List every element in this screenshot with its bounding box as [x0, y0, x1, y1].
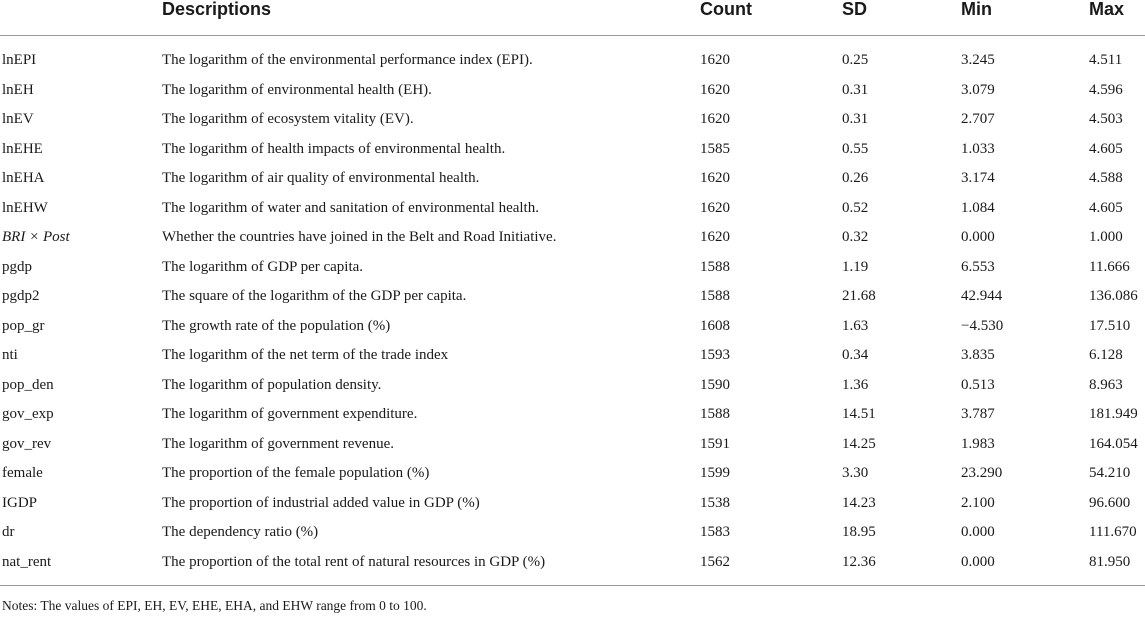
cell-max: 4.596	[1089, 81, 1123, 98]
cell-variable: lnEPI	[2, 52, 37, 69]
header-count: Count	[698, 0, 840, 36]
header-sd: SD	[840, 0, 959, 36]
cell-min: 1.983	[961, 435, 995, 452]
table-row	[0, 371, 1145, 401]
cell-variable: pop_den	[2, 376, 54, 393]
cell-variable: lnEH	[2, 81, 34, 98]
cell-min: −4.530	[961, 317, 1004, 334]
header-max: Max	[1087, 0, 1145, 36]
cell-count: 1620	[700, 111, 730, 128]
cell-min: 3.174	[961, 170, 995, 187]
cell-count: 1599	[700, 465, 730, 482]
cell-max: 4.605	[1089, 199, 1123, 216]
cell-min: 23.290	[961, 465, 1003, 482]
cell-variable: pgdp2	[2, 288, 40, 305]
table-row	[0, 518, 1145, 548]
cell-max: 96.600	[1089, 494, 1131, 511]
cell-count: 1590	[700, 376, 730, 393]
cell-variable: lnEHE	[2, 140, 43, 157]
cell-sd: 21.68	[842, 288, 876, 305]
cell-description: The square of the logarithm of the GDP per capita.	[162, 288, 467, 305]
cell-variable: nti	[2, 347, 18, 364]
cell-description: The proportion of the total rent of natural resources in GDP (%)	[160, 548, 698, 586]
header-min: Min	[959, 0, 1087, 36]
cell-description: The proportion of industrial added value in GDP (%)	[162, 494, 480, 511]
cell-min: 2.707	[961, 111, 995, 128]
cell-min: 0.000	[961, 229, 995, 246]
cell-count: 1591	[700, 435, 730, 452]
cell-count: 1538	[700, 494, 730, 511]
cell-description: The logarithm of the environmental performance index (EPI).	[162, 52, 533, 69]
table-row	[0, 430, 1145, 460]
cell-max: 81.950	[1087, 548, 1145, 586]
table-notes: Notes: The values of EPI, EH, EV, EHE, EHA, and EHW range from 0 to 100.	[2, 598, 427, 613]
cell-max: 8.963	[1089, 376, 1123, 393]
table-row	[0, 194, 1145, 224]
cell-max: 111.670	[1089, 524, 1137, 541]
cell-min: 3.245	[961, 52, 995, 69]
cell-max: 54.210	[1089, 465, 1131, 482]
cell-description: The logarithm of health impacts of environmental health.	[162, 140, 506, 157]
cell-max: 4.605	[1089, 140, 1123, 157]
cell-sd: 1.19	[842, 258, 869, 275]
cell-description: The logarithm of government expenditure.	[162, 406, 418, 423]
cell-count: 1620	[700, 229, 730, 246]
table-row	[0, 105, 1145, 135]
cell-description: Whether the countries have joined in the Belt and Road Initiative.	[162, 229, 557, 246]
cell-description: The logarithm of ecosystem vitality (EV).	[162, 111, 414, 128]
cell-count: 1588	[700, 288, 730, 305]
table-row	[0, 135, 1145, 165]
header-variable	[0, 0, 160, 36]
cell-max: 17.510	[1089, 317, 1131, 334]
table-row	[0, 164, 1145, 194]
cell-variable: pgdp	[2, 258, 32, 275]
cell-description: The logarithm of air quality of environmental health.	[162, 170, 480, 187]
table-row	[0, 459, 1145, 489]
cell-variable: nat_rent	[0, 548, 160, 586]
cell-sd: 0.52	[842, 199, 869, 216]
table-row	[0, 76, 1145, 106]
cell-variable: gov_exp	[2, 406, 54, 423]
cell-count: 1588	[700, 406, 730, 423]
cell-count: 1583	[700, 524, 730, 541]
cell-sd: 1.36	[842, 376, 869, 393]
table-row	[0, 253, 1145, 283]
header-row	[0, 0, 1145, 36]
cell-description: The logarithm of environmental health (EH).	[162, 81, 432, 98]
cell-sd: 14.51	[842, 406, 876, 423]
cell-sd: 0.34	[842, 347, 869, 364]
cell-sd: 14.23	[842, 494, 876, 511]
cell-count: 1608	[700, 317, 730, 334]
cell-variable: lnEV	[2, 111, 34, 128]
cell-count: 1593	[700, 347, 730, 364]
cell-min: 1.084	[961, 199, 995, 216]
cell-count: 1620	[700, 170, 730, 187]
cell-min: 3.787	[961, 406, 995, 423]
cell-max: 6.128	[1089, 347, 1123, 364]
cell-count: 1588	[700, 258, 730, 275]
header-descriptions: Descriptions	[160, 0, 698, 36]
cell-min: 0.513	[961, 376, 995, 393]
cell-min: 3.079	[961, 81, 995, 98]
cell-count: 1562	[698, 548, 840, 586]
table-body	[0, 36, 1145, 586]
cell-sd: 18.95	[842, 524, 876, 541]
table-row	[0, 312, 1145, 342]
cell-sd: 14.25	[842, 435, 876, 452]
cell-variable: female	[2, 465, 43, 482]
cell-max: 4.503	[1089, 111, 1123, 128]
cell-max: 136.086	[1089, 288, 1138, 305]
cell-min: 6.553	[961, 258, 995, 275]
table-row	[0, 489, 1145, 519]
cell-count: 1620	[700, 81, 730, 98]
cell-description: The logarithm of water and sanitation of environmental health.	[162, 199, 539, 216]
cell-min: 1.033	[961, 140, 995, 157]
cell-sd: 0.31	[842, 81, 869, 98]
cell-max: 164.054	[1089, 435, 1138, 452]
table-header	[0, 0, 1145, 36]
cell-min: 0.000	[961, 524, 995, 541]
cell-min: 0.000	[959, 548, 1087, 586]
cell-sd: 12.36	[840, 548, 959, 586]
cell-max: 4.511	[1089, 52, 1123, 69]
cell-sd: 1.63	[842, 317, 869, 334]
cell-max: 11.666	[1089, 258, 1130, 275]
cell-sd: 0.26	[842, 170, 869, 187]
cell-sd: 3.30	[842, 465, 869, 482]
cell-min: 42.944	[961, 288, 1003, 305]
table-row	[0, 36, 1145, 76]
cell-max: 4.588	[1089, 170, 1123, 187]
cell-variable: lnEHW	[2, 199, 48, 216]
table-row	[0, 223, 1145, 253]
cell-description: The logarithm of population density.	[162, 376, 382, 393]
cell-min: 2.100	[961, 494, 995, 511]
cell-sd: 0.25	[842, 52, 869, 69]
cell-description: The proportion of the female population (%)	[162, 465, 430, 482]
cell-min: 3.835	[961, 347, 995, 364]
cell-description: The logarithm of the net term of the trade index	[162, 347, 449, 364]
cell-variable: BRI × Post	[2, 229, 70, 246]
cell-variable: dr	[2, 524, 15, 541]
cell-count: 1620	[700, 199, 730, 216]
cell-count: 1585	[700, 140, 730, 157]
cell-count: 1620	[700, 52, 730, 69]
cell-description: The growth rate of the population (%)	[162, 317, 391, 334]
cell-variable: gov_rev	[2, 435, 52, 452]
table-row	[0, 400, 1145, 430]
table-row	[0, 548, 1145, 586]
cell-sd: 0.31	[842, 111, 869, 128]
cell-max: 1.000	[1089, 229, 1123, 246]
table-row	[0, 341, 1145, 371]
table-row	[0, 282, 1145, 312]
cell-variable: IGDP	[2, 494, 38, 511]
cell-description: The dependency ratio (%)	[162, 524, 319, 541]
cell-sd: 0.32	[842, 229, 869, 246]
cell-sd: 0.55	[842, 140, 869, 157]
cell-description: The logarithm of GDP per capita.	[162, 258, 364, 275]
cell-variable: lnEHA	[2, 170, 45, 187]
cell-variable: pop_gr	[2, 317, 45, 334]
cell-description: The logarithm of government revenue.	[162, 435, 395, 452]
cell-max: 181.949	[1089, 406, 1138, 423]
